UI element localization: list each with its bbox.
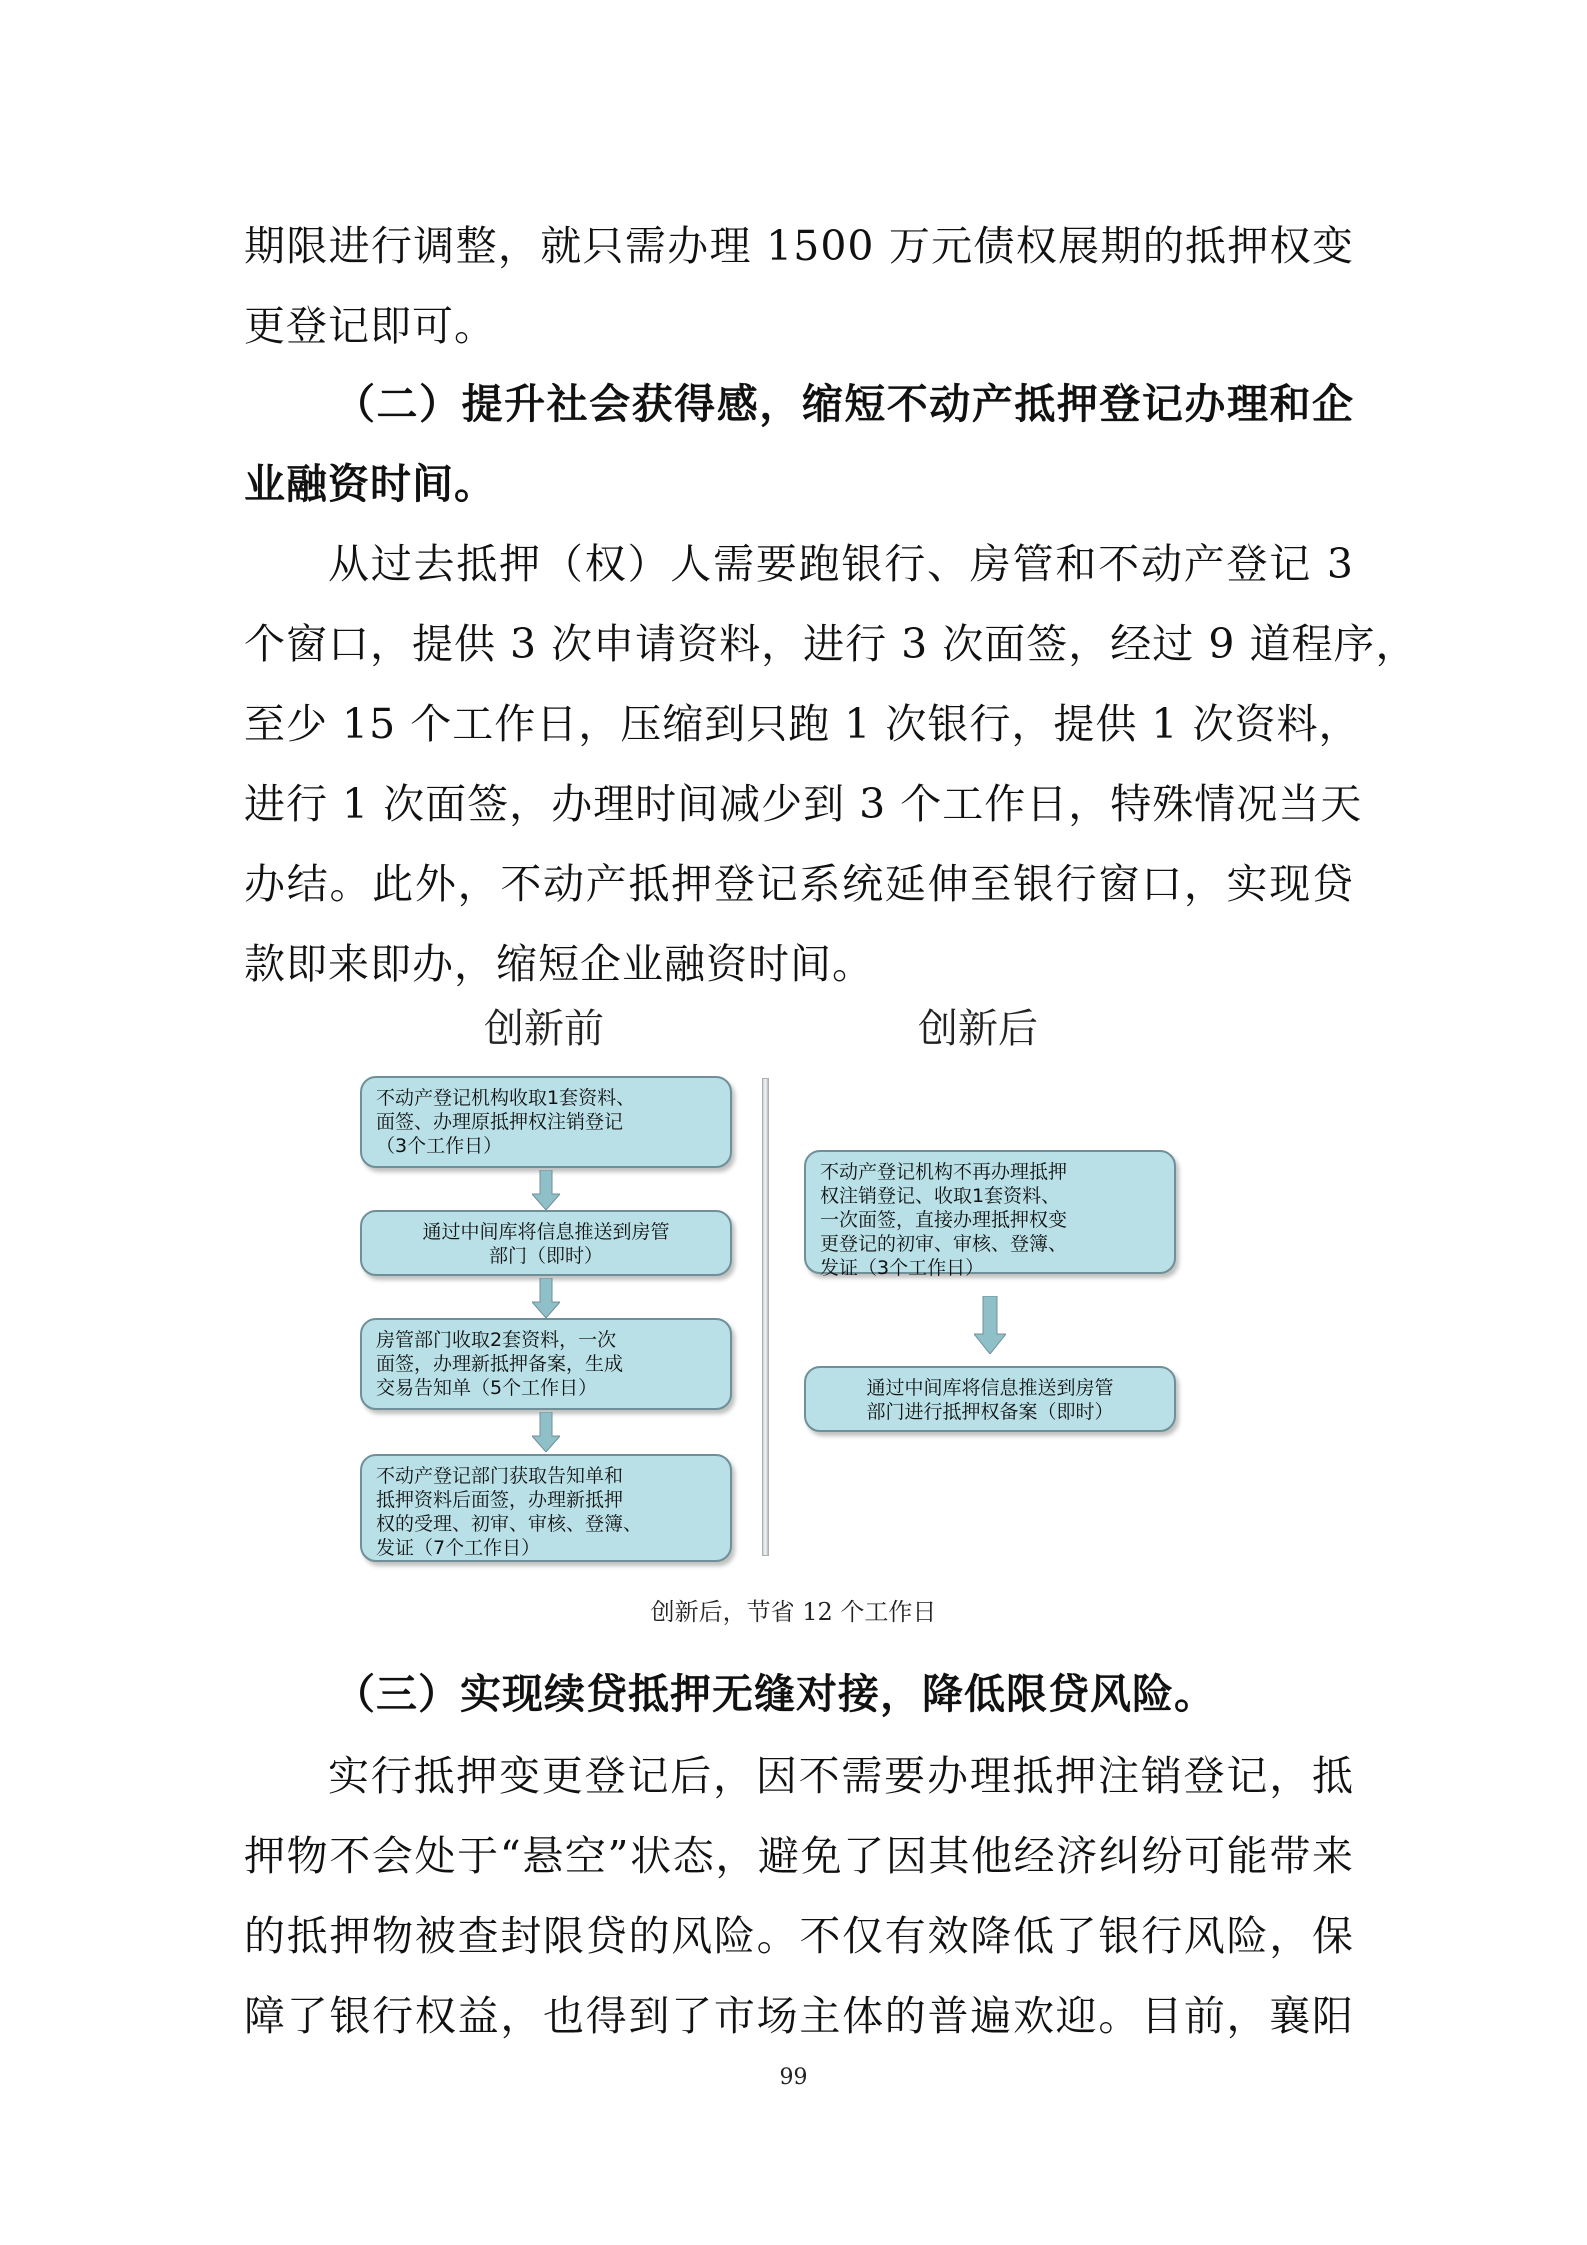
down-arrow-icon <box>974 1296 1006 1354</box>
after-title: 创新后 <box>918 1006 1038 1052</box>
after-step-1-line-1: 不动产登记机构不再办理抵押 <box>820 1161 1068 1183</box>
before-step-2-line-2: 部门（即时） <box>488 1245 603 1267</box>
paragraph-2-line-6: 款即来即办，缩短企业融资时间。 <box>244 940 874 988</box>
after-step-2-line-1: 通过中间库将信息推送到房管 <box>866 1377 1114 1399</box>
after-step-2-line-2: 部门进行抵押权备案（即时） <box>866 1401 1114 1423</box>
down-arrow-icon <box>532 1278 560 1318</box>
section-heading-2-line-2: 业融资时间。 <box>244 460 496 508</box>
before-step-4-box <box>360 1454 732 1562</box>
before-step-2-box <box>360 1210 732 1276</box>
page-number: 99 <box>779 2065 808 2090</box>
paragraph-3-line-1: 实行抵押变更登记后，因不需要办理抵押注销登记，抵 <box>328 1752 1354 1800</box>
before-step-1-line-3: （3个工作日） <box>376 1135 503 1157</box>
paragraph-3-line-3: 的抵押物被查封限贷的风险。不仅有效降低了银行风险，保 <box>244 1912 1354 1960</box>
paragraph-3-line-4: 障了银行权益，也得到了市场主体的普遍欢迎。目前，襄阳 <box>244 1992 1354 2040</box>
section-heading-2-line-1: （二）提升社会获得感，缩短不动产抵押登记办理和企 <box>334 380 1354 428</box>
paragraph-1-line-1: 期限进行调整，就只需办理 1500 万元债权展期的抵押权变 <box>244 222 1354 270</box>
paragraph-1-line-2: 更登记即可。 <box>244 302 496 350</box>
before-step-1-line-2: 面签、办理原抵押权注销登记 <box>376 1111 624 1133</box>
paragraph-2-line-1: 从过去抵押（权）人需要跑银行、房管和不动产登记 3 <box>328 540 1354 588</box>
figure-caption: 创新后，节省 12 个工作日 <box>650 1598 937 1626</box>
before-step-4-line-3: 权的受理、初审、审核、登簿、 <box>376 1513 643 1535</box>
paragraph-3-line-2: 押物不会处于“悬空”状态，避免了因其他经济纠纷可能带来 <box>244 1832 1354 1880</box>
before-step-4-line-4: 发证（7个工作日） <box>376 1537 541 1559</box>
before-title: 创新前 <box>484 1006 604 1052</box>
after-step-2-box <box>804 1366 1176 1432</box>
after-step-1-line-3: 一次面签，直接办理抵押权变 <box>820 1209 1068 1231</box>
paragraph-2-line-2: 个窗口，提供 3 次申请资料，进行 3 次面签，经过 9 道程序， <box>244 620 1418 668</box>
paragraph-2-line-3: 至少 15 个工作日，压缩到只跑 1 次银行，提供 1 次资料， <box>244 700 1361 748</box>
column-divider <box>762 1078 769 1556</box>
before-step-3-box <box>360 1318 732 1410</box>
before-step-1-box <box>360 1076 732 1168</box>
down-arrow-icon <box>532 1412 560 1452</box>
section-heading-3: （三）实现续贷抵押无缝对接，降低限贷风险。 <box>334 1670 1216 1718</box>
after-step-1-line-5: 发证（3个工作日） <box>820 1257 985 1279</box>
before-step-2-line-1: 通过中间库将信息推送到房管 <box>422 1221 670 1243</box>
paragraph-2-line-5: 办结。此外，不动产抵押登记系统延伸至银行窗口，实现贷 <box>244 860 1354 908</box>
before-step-3-line-2: 面签，办理新抵押备案，生成 <box>376 1353 624 1375</box>
after-step-1-line-2: 权注销登记、收取1套资料、 <box>820 1185 1061 1207</box>
before-step-1-line-1: 不动产登记机构收取1套资料、 <box>376 1087 636 1109</box>
after-step-1-line-4: 更登记的初审、审核、登簿、 <box>820 1233 1068 1255</box>
before-step-4-line-1: 不动产登记部门获取告知单和 <box>376 1465 624 1487</box>
before-step-4-line-2: 抵押资料后面签，办理新抵押 <box>376 1489 624 1511</box>
paragraph-2-line-4: 进行 1 次面签，办理时间减少到 3 个工作日，特殊情况当天 <box>244 780 1363 828</box>
before-step-3-line-1: 房管部门收取2套资料，一次 <box>376 1329 617 1351</box>
down-arrow-icon <box>532 1170 560 1210</box>
before-step-3-line-3: 交易告知单（5个工作日） <box>376 1377 598 1399</box>
after-step-1-box <box>804 1150 1176 1279</box>
